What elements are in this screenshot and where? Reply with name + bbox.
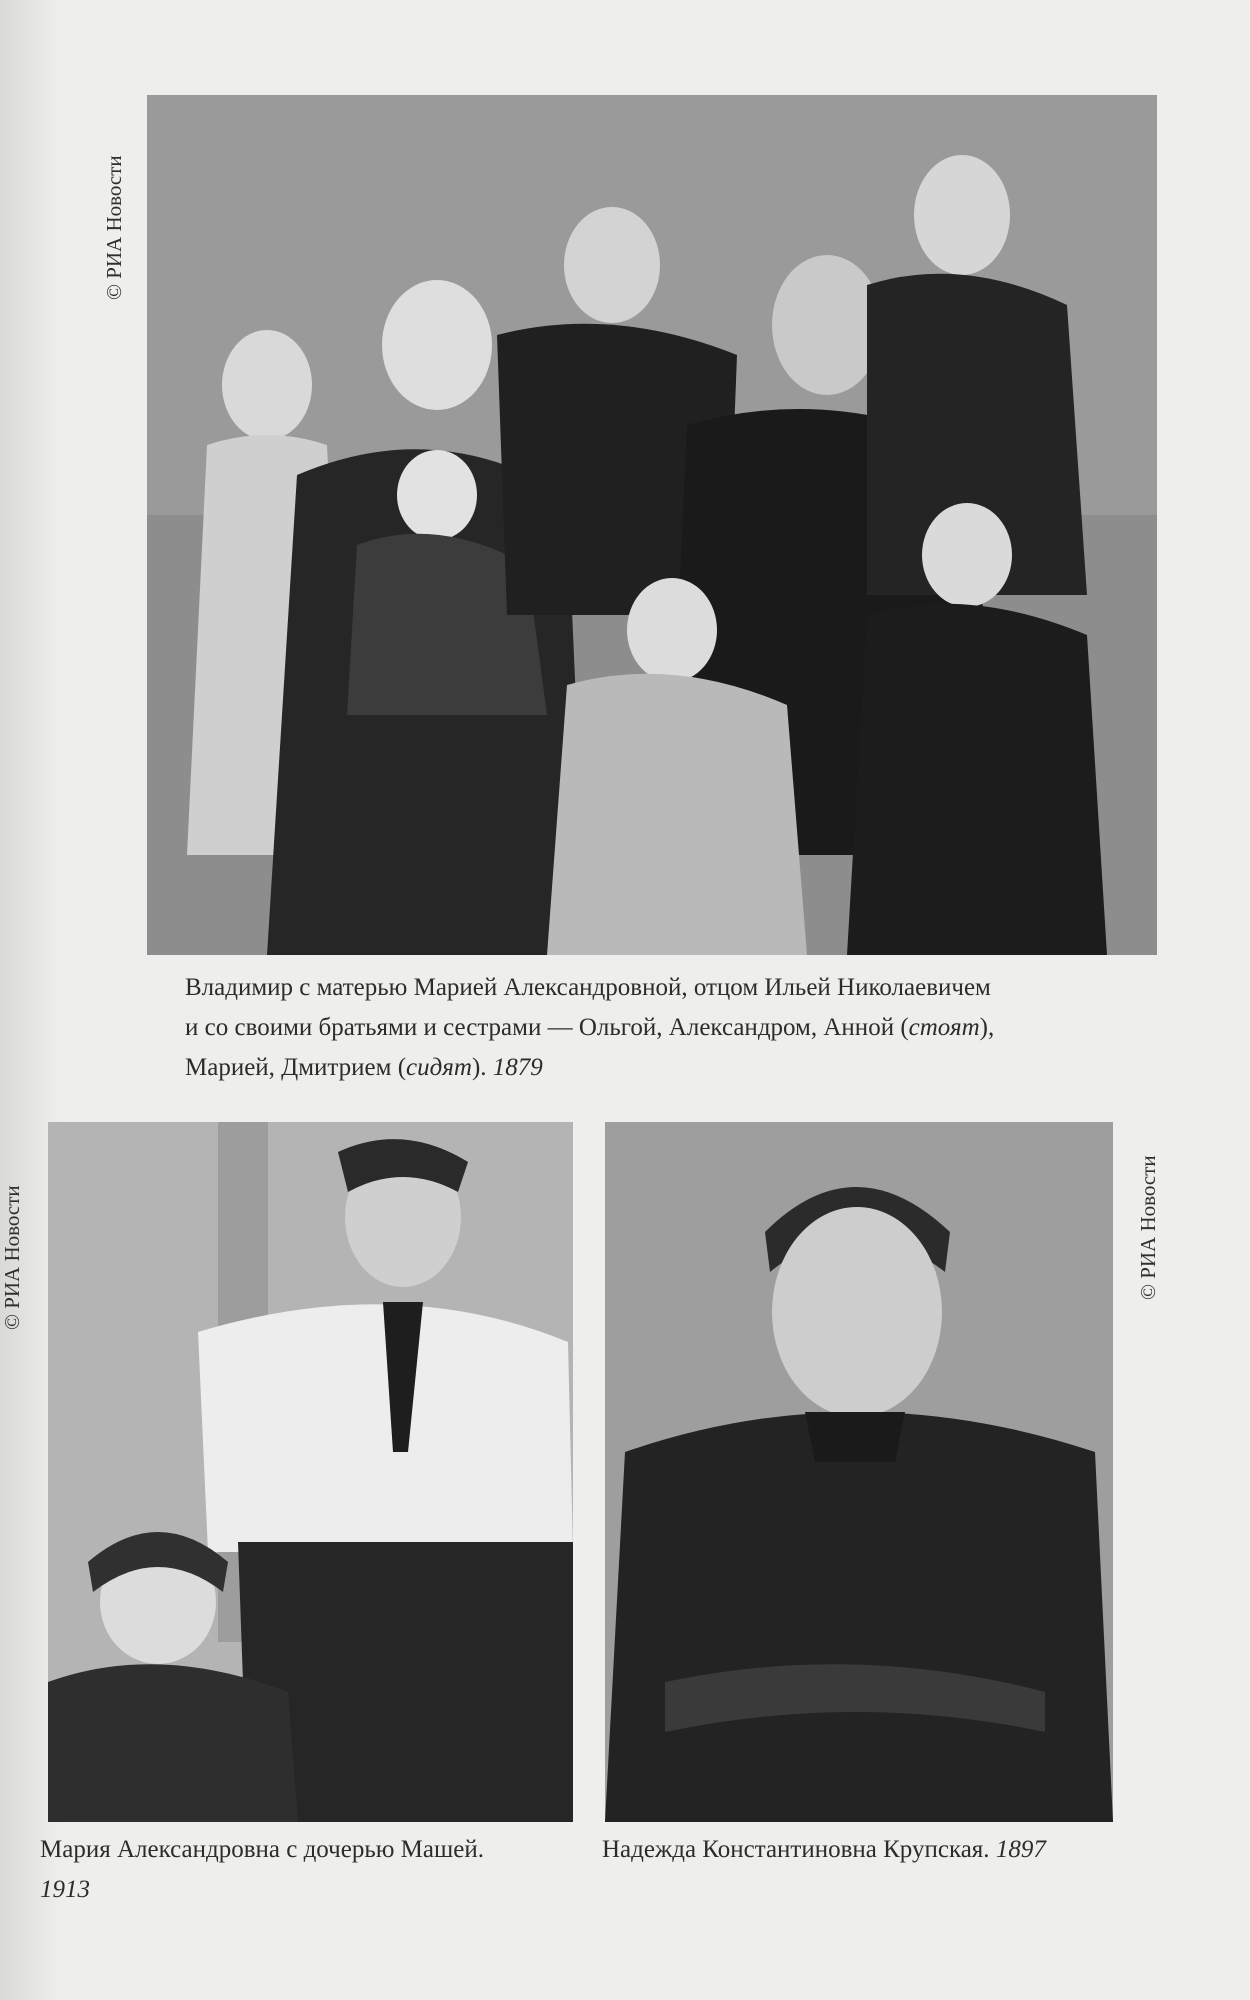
caption-krupskaya-line-1	[602, 1830, 1142, 1870]
family-photo	[147, 95, 1157, 955]
photo-credit-mother: © РИА Новости	[0, 1185, 24, 1330]
caption-family-standing: стоят	[908, 1014, 980, 1041]
caption-family-line-2-end: ),	[979, 1014, 995, 1041]
caption-mother-line-2	[40, 1870, 580, 1910]
caption-krupskaya-text: Надежда Константиновна Крупская.	[602, 1836, 996, 1863]
krupskaya-figure	[605, 1122, 1113, 1822]
photo-credit-family: © РИА Новости	[102, 155, 126, 300]
krupskaya-photo	[605, 1122, 1113, 1822]
caption-family-year: 1879	[492, 1054, 543, 1081]
family-photo-figures	[147, 95, 1157, 955]
photo-credit-krupskaya: © РИА Новости	[1136, 1155, 1160, 1300]
mother-daughter-figures	[48, 1122, 573, 1822]
caption-family-line-2	[185, 1008, 1125, 1048]
caption-family-seated: сидят	[406, 1054, 472, 1081]
caption-mother-photo	[40, 1830, 580, 1910]
caption-family-line-3-text: Марией, Дмитрием (	[185, 1054, 407, 1081]
caption-krupskaya-year: 1897	[995, 1836, 1046, 1863]
caption-family-line-3	[185, 1048, 1125, 1088]
caption-krupskaya-photo	[602, 1830, 1142, 1870]
caption-family-line-3-end: ).	[471, 1054, 493, 1081]
caption-family-line-1: Владимир с матерью Марией Александровной, отцом Ильей Николаевичем	[185, 974, 991, 1001]
caption-mother-line-1: Мария Александровна с дочерью Машей.	[40, 1836, 484, 1863]
caption-family-photo	[185, 968, 1125, 1088]
mother-daughter-photo	[48, 1122, 573, 1822]
caption-mother-year: 1913	[40, 1876, 90, 1903]
caption-family-line-2-text: и со своими братьями и сестрами — Ольгой, Александром, Анной (	[185, 1014, 909, 1041]
